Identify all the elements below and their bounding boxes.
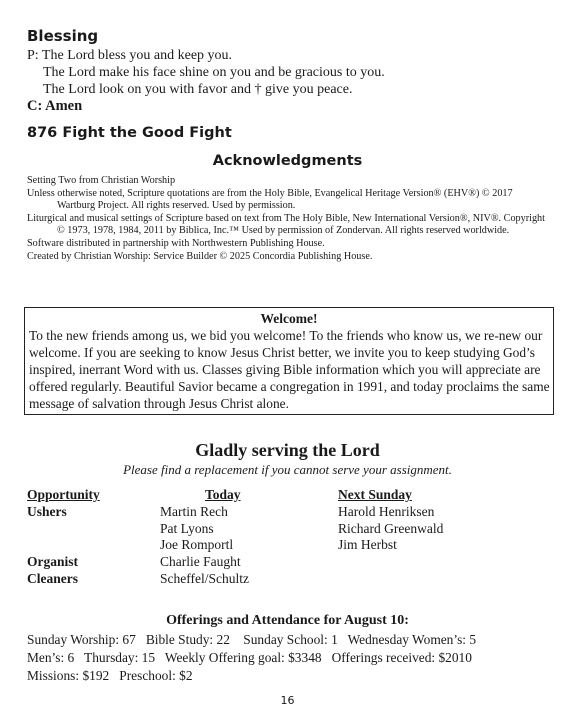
page-number: 16 — [280, 694, 295, 707]
role-cleaners: Cleaners — [27, 571, 78, 586]
offerings-heading: Offerings and Attendance for August 10: — [166, 613, 409, 628]
acknowledgment-item: Created by Christian Worship: Service Builder © 2025 Concordia Publishing House. — [27, 250, 373, 262]
next-sunday-assignee: Richard Greenwald — [338, 521, 444, 536]
acknowledgment-item: Liturgical and musical settings of Scripture based on text from The Holy Bible, New International Version®, NIV®. Copyright © 1973, 1978, 1984, 2011 by Biblica, Inc.™ Used by permission of Zondervan. All rights reserved worldwide. — [27, 212, 545, 237]
role-organist: Organist — [27, 554, 79, 569]
serving-subtitle: Please find a replacement if you cannot serve your assignment. — [123, 462, 452, 477]
today-assignee: Pat Lyons — [160, 521, 214, 536]
welcome-title: Welcome! — [260, 311, 318, 326]
acknowledgment-item: Unless otherwise noted, Scripture quotations are from the Holy Bible, Evangelical Heritage Version® (EHV®) © 2017 Wartburg Project. All rights reserved. Used by permission. — [27, 187, 513, 212]
offerings-line-1: Sunday Worship: 67 Bible Study: 22 Sunday School: 1 Wednesday Women’s: 5 — [27, 632, 477, 647]
hymn-heading: 876 Fight the Good Fight — [27, 125, 232, 141]
serving-heading: Gladly serving the Lord — [195, 440, 380, 460]
offerings-line-3: Missions: $192 Preschool: $2 — [27, 668, 193, 683]
amen-response: C: Amen — [27, 98, 83, 114]
blessing-line-2: The Lord make his face shine on you and be gracious to you. — [43, 65, 385, 80]
today-assignee: Joe Romportl — [160, 537, 234, 552]
acknowledgments-list — [27, 175, 549, 263]
today-assignee: Scheffel/Schultz — [160, 571, 249, 586]
blessing-line-3: The Lord look on you with favor and † give you peace. — [43, 82, 353, 97]
opportunity-column-header: Opportunity — [27, 487, 100, 502]
today-column-header: Today — [205, 487, 241, 502]
blessing-line-1: P: The Lord bless you and keep you. — [27, 48, 233, 63]
acknowledgment-item: Setting Two from Christian Worship — [27, 175, 176, 186]
offerings-line-2: Men’s: 6 Thursday: 15 Weekly Offering goal: $3348 Offerings received: $2010 — [27, 650, 472, 665]
next-sunday-column-header: Next Sunday — [338, 487, 412, 502]
acknowledgments-heading: Acknowledgments — [212, 153, 363, 169]
acknowledgment-item: Software distributed in partnership with Northwestern Publishing House. — [27, 237, 325, 249]
welcome-text: To the new friends among us, we bid you welcome! To the friends who know us, we re-new our welcome. If you are seeking to know Jesus Christ better, we invite you to keep studying God’s inspired, inerrant Word with us. Classes giving Bible information which you will appreciate are offered regularly. Beautiful Savior became a congregation in 1991, and today proclaims the same message of salvation through Jesus Christ alone. — [29, 328, 550, 411]
today-assignee: Charlie Faught — [160, 554, 241, 569]
role-ushers: Ushers — [27, 504, 67, 519]
blessing-heading: Blessing — [27, 27, 99, 45]
next-sunday-assignee: Jim Herbst — [338, 537, 397, 552]
next-sunday-assignee: Harold Henriksen — [338, 504, 435, 519]
welcome-box — [24, 307, 554, 415]
today-assignee: Martin Rech — [160, 504, 228, 519]
